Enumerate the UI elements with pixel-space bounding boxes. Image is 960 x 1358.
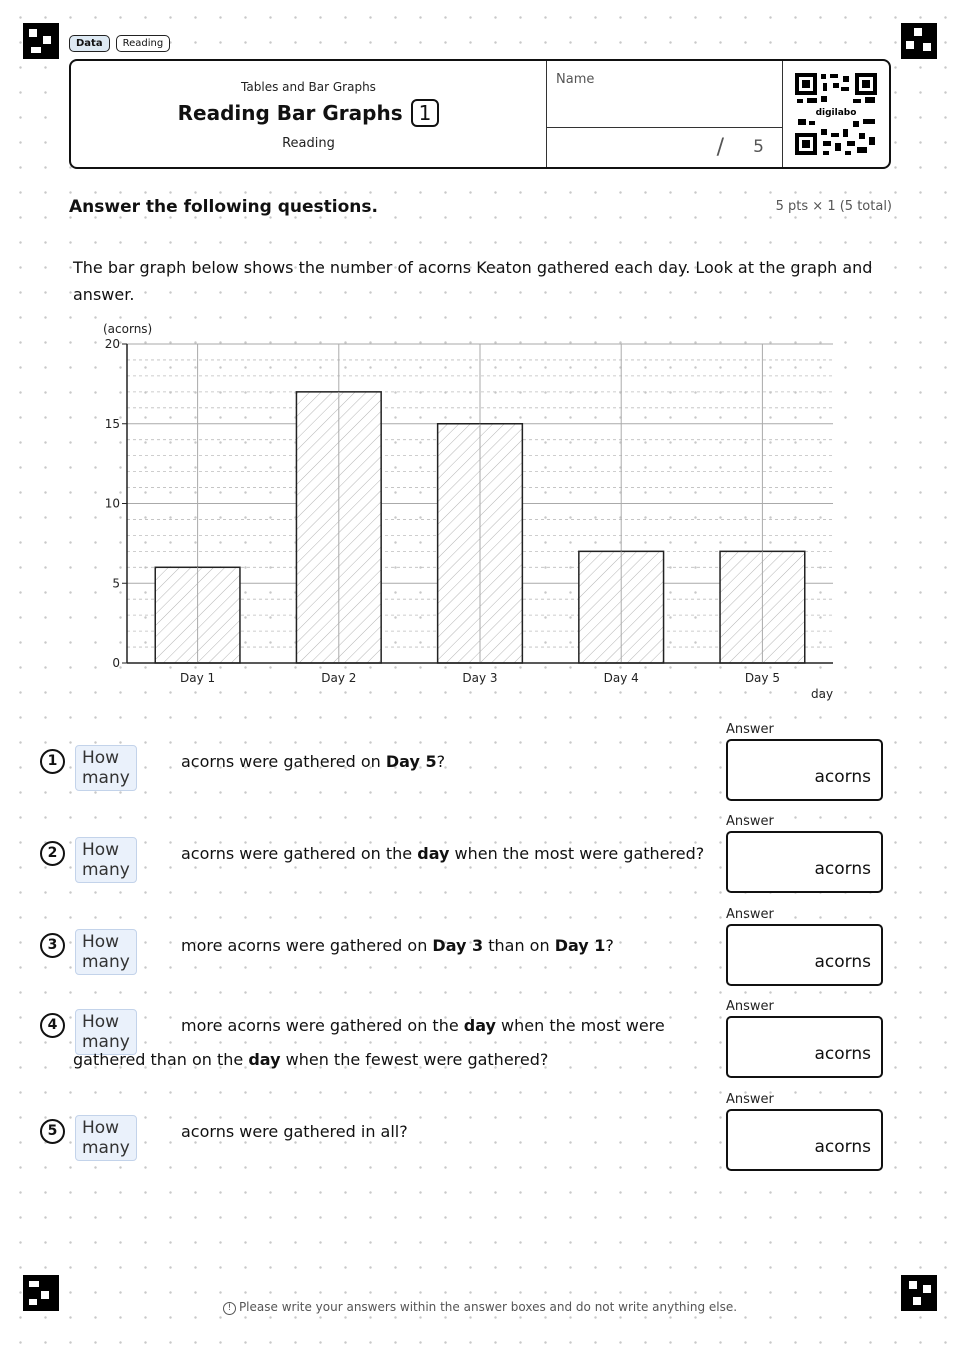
x-tick-label: Day 1	[180, 671, 216, 685]
answer-unit: acorns	[814, 767, 871, 787]
header-subtitle: Tables and Bar Graphs	[241, 80, 376, 94]
question-text: acorns were gathered on Day 5?	[181, 752, 446, 771]
answer-box-4[interactable]	[726, 1016, 883, 1078]
tag-reading[interactable]: Reading	[116, 35, 171, 52]
y-tick-label: 5	[112, 576, 120, 591]
x-axis-label: day	[811, 687, 834, 701]
page-title-text: Reading Bar Graphs	[177, 101, 403, 125]
y-tick-label: 0	[112, 656, 120, 670]
footer-text: Please write your answers within the answer boxes and do not write anything else.	[238, 1300, 738, 1314]
answer-unit: acorns	[814, 952, 871, 972]
how-many-highlight: How many	[75, 1115, 137, 1161]
question-number: 3	[40, 933, 65, 958]
answer-box-2[interactable]	[726, 831, 883, 893]
x-tick-label: Day 2	[321, 671, 357, 685]
points-info: 5 pts × 1 (5 total)	[775, 199, 892, 214]
x-tick-label: Day 4	[603, 671, 639, 685]
header-category: Reading	[282, 136, 335, 151]
answer-label: Answer	[726, 722, 774, 737]
question-text: more acorns were gathered on Day 3 than on Day 1?	[181, 936, 614, 955]
y-axis-label: (acorns)	[103, 322, 153, 336]
qr-label: digilabo	[815, 108, 857, 118]
question-text-line-2: gathered than on the day when the fewest were gathered?	[73, 1050, 549, 1069]
answer-unit: acorns	[814, 859, 871, 879]
y-tick-label: 10	[104, 496, 120, 511]
y-tick-label: 15	[104, 416, 120, 431]
how-many-highlight: How many	[75, 929, 137, 975]
how-many-highlight: How many	[75, 1009, 137, 1055]
question-number: 5	[40, 1119, 65, 1144]
answer-label: Answer	[726, 814, 774, 829]
intro-text: The bar graph below shows the number of acorns Keaton gathered each day. Look at the graph and answer.	[73, 258, 873, 304]
answer-label: Answer	[726, 1092, 774, 1107]
tag-data[interactable]: Data	[69, 35, 110, 52]
answer-unit: acorns	[814, 1137, 871, 1157]
question-number: 2	[40, 841, 65, 866]
question-text: more acorns were gathered on the day when the most were	[181, 1016, 665, 1035]
how-many-highlight: How many	[75, 837, 137, 883]
question-number: 1	[40, 749, 65, 774]
info-icon: !	[223, 1302, 236, 1315]
answer-label: Answer	[726, 907, 774, 922]
answer-box-1[interactable]	[726, 739, 883, 801]
question-text: acorns were gathered on the day when the most were gathered?	[181, 844, 705, 863]
instructions: Answer the following questions.	[69, 197, 378, 217]
x-tick-label: Day 5	[744, 671, 780, 685]
answer-box-3[interactable]	[726, 924, 883, 986]
name-label: Name	[556, 72, 595, 87]
answer-box-5[interactable]	[726, 1109, 883, 1171]
worksheet-number: 1	[411, 99, 440, 127]
x-tick-label: Day 3	[462, 671, 498, 685]
footer-note	[0, 1300, 960, 1315]
answer-label: Answer	[726, 999, 774, 1014]
y-tick-label: 20	[104, 337, 120, 351]
score-total: 5	[753, 137, 764, 157]
answer-unit: acorns	[814, 1044, 871, 1064]
question-number: 4	[40, 1013, 65, 1038]
question-text: acorns were gathered in all?	[181, 1122, 408, 1141]
how-many-highlight: How many	[75, 745, 137, 791]
score-slash: /	[716, 135, 724, 160]
